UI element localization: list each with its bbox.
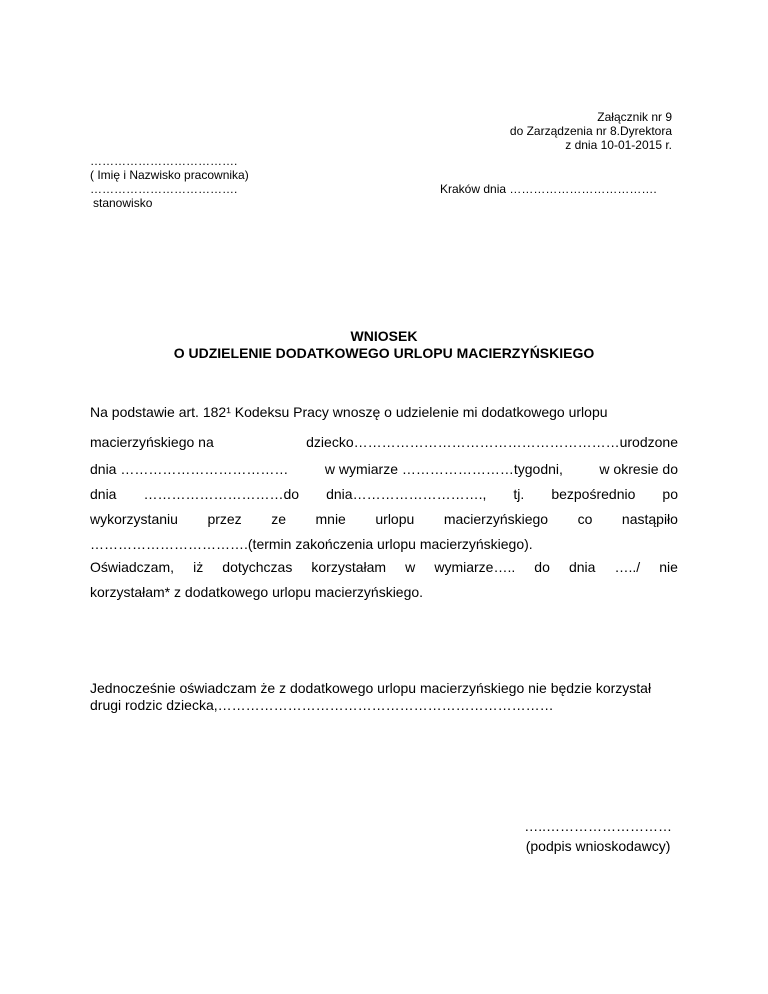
declaration-paragraph: Jednocześnie oświadczam że z dodatkowego urlopu macierzyńskiego nie będzie korzystał drugi rodzic dziecka,……………………………………………………………… — [90, 680, 652, 713]
body-word: dotychczas — [222, 559, 293, 575]
document-title — [0, 328, 768, 362]
body-word: ze — [271, 511, 286, 527]
body-word: przez — [207, 511, 242, 527]
body-word: dnia ……………………………… — [90, 461, 289, 477]
body-line-7 — [90, 559, 678, 575]
body-word: iż — [193, 559, 204, 575]
body-word: nie — [659, 559, 678, 575]
body-word: w okresie do — [599, 461, 678, 477]
body-word: …………………………do — [143, 486, 300, 502]
body-word: do — [534, 559, 550, 575]
title-line-2: O UDZIELENIE DODATKOWEGO URLOPU MACIERZYŃSKIEGO — [173, 345, 595, 361]
body-word: dnia — [90, 486, 117, 502]
body-word: macierzyńskiego na — [90, 434, 214, 450]
body-line-4 — [90, 486, 678, 502]
body-line-1: Na podstawie art. 182¹ Kodeksu Pracy wnoszę o udzielenie mi dodatkowego urlopu — [90, 404, 608, 420]
body-word: mnie — [315, 511, 346, 527]
body-word: dziecko…………………………………………………urodzone — [306, 434, 678, 450]
body-word: dnia — [568, 559, 596, 575]
annex-date: z dnia 10-01-2015 r. — [565, 138, 672, 152]
body-word: w — [405, 559, 416, 575]
employee-block — [90, 154, 249, 210]
employee-position-dots: ………………………………. — [90, 182, 238, 196]
body-word: wykorzystaniu — [90, 511, 178, 527]
body-word: …../ — [614, 559, 641, 575]
title-line-1: WNIOSEK — [350, 328, 418, 344]
body-word: wymiarze….. — [434, 559, 516, 575]
body-word: urlopu — [375, 511, 415, 527]
employee-name-label: ( Imię i Nazwisko pracownika) — [90, 168, 249, 182]
signature-dots: …..……………………… — [524, 818, 672, 834]
body-line-5 — [90, 511, 678, 527]
body-word: macierzyńskiego — [443, 511, 549, 527]
body-line-6: …………………………….(termin zakończenia urlopu macierzyńskiego). — [90, 536, 533, 552]
employee-position-label: stanowisko — [93, 196, 153, 210]
signature-label: (podpis wnioskodawcy) — [525, 838, 671, 854]
body-word: tj. — [513, 486, 525, 502]
annex-regulation: do Zarządzenia nr 8.Dyrektora — [509, 124, 672, 138]
body-word: bezpośrednio — [551, 486, 636, 502]
body-word: korzystałam — [311, 559, 387, 575]
body-word: co — [577, 511, 593, 527]
employee-name-dots: ………………………………. — [90, 154, 238, 168]
body-word: Oświadczam, — [90, 559, 175, 575]
body-line-8: korzystałam* z dodatkowego urlopu macierzyńskiego. — [90, 584, 424, 600]
body-line-3 — [90, 461, 678, 477]
annex-header — [510, 110, 672, 152]
signature-block — [524, 816, 672, 856]
body-word: po — [662, 486, 678, 502]
body-line-2 — [90, 434, 678, 450]
body-word: nastąpiło — [621, 511, 678, 527]
place-date: Kraków dnia ………………………………. — [440, 182, 657, 196]
body-word: w wymiarze ……………………tygodni, — [324, 461, 563, 477]
annex-number: Załącznik nr 9 — [597, 110, 672, 124]
body-word: dnia………………………., — [326, 486, 487, 502]
